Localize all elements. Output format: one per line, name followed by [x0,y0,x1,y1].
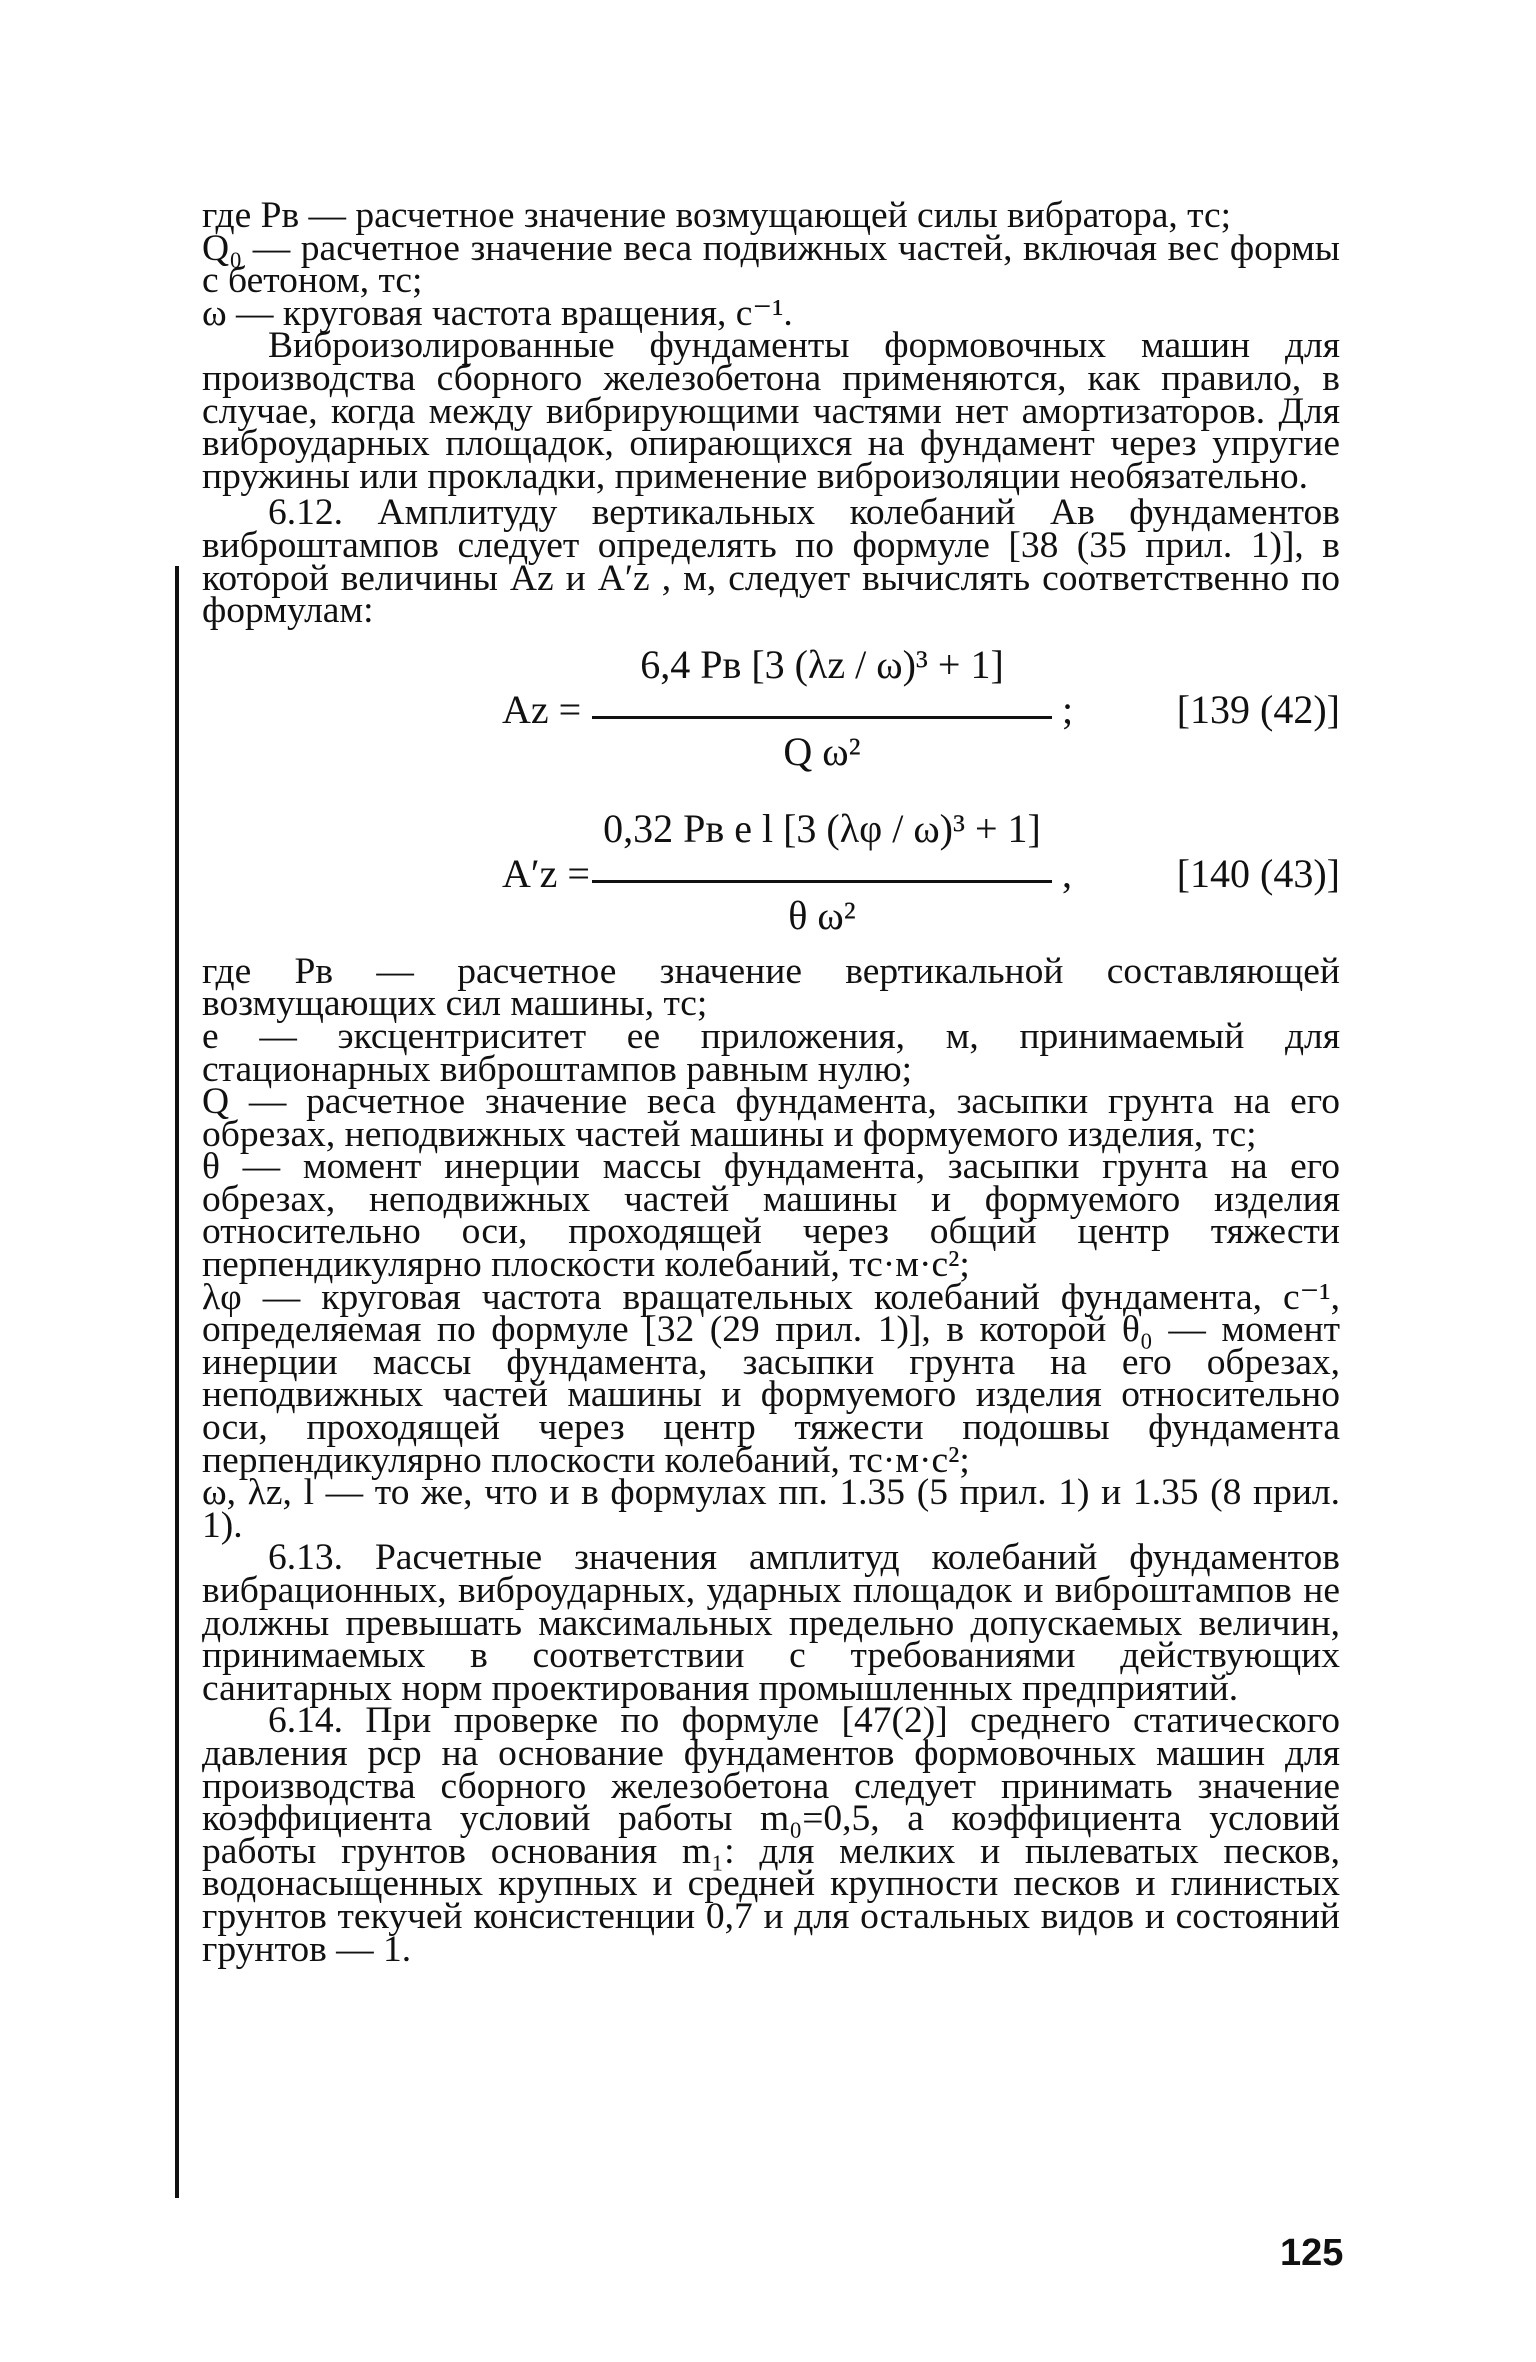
def-q0: Q₀ — расчетное значение веса подвижных частей, включая вес формы с бетоном, тс; [202,227,1340,302]
formula-denominator: Q ω² [783,728,861,774]
def-q: Q — расчетное значение веса фундамента, засыпки грунта на его обрезах, неподвижных частей машины и формуемого изделия, тс; [202,1081,1340,1155]
formula-reference: [139 (42)] [1176,686,1340,732]
section-text: Расчетные значения амплитуд колебаний фундаментов вибрационных, виброударных, ударных площадок и виброштампов не должны превышать максимальных предельно допускаемых величин, принимаемых в соответствии с требованиями действующих санитарных норм проектирования промышленных предприятий. [202,1537,1341,1709]
section-6-13 [202,1537,1341,1709]
section-number: 6.12. [268,492,343,534]
section-6-14 [202,1700,1341,1970]
section-number: 6.13. [268,1537,343,1579]
def-omega-lambda-l: ω, λz, l — то же, что и в формулах пп. 1.35 (5 прил. 1) и 1.35 (8 прил. 1). [202,1472,1340,1546]
fraction-bar [592,716,1052,719]
section-6-12 [202,492,1340,632]
fraction-bar [592,880,1052,883]
def-theta: θ — момент инерции массы фундамента, засыпки грунта на его обрезах, неподвижных частей машины и формуемого изделия относительно оси, проходящей через общий центр тяжести перпендикулярно плоскости колебаний, тс·м·с²; [202,1146,1340,1286]
def-lambda-phi: λφ — круговая частота вращательных колебаний фундамента, с⁻¹, определяемая по формуле [32 (29 прил. 1)], в которой θ₀ — момент инерции массы фундамента, засыпки грунта на его обрезах, неподвижных частей машины и формуемого изделия относительно оси, проходящей через центр тяжести подошвы фундамента перпендикулярно плоскости колебаний, тс·м·с²; [202,1276,1340,1481]
formula-reference: [140 (43)] [1176,850,1340,896]
formula-denominator: θ ω² [788,892,856,938]
formula-numerator: 6,4 Pв [3 (λz / ω)³ + 1] [640,641,1004,687]
section-text: При проверке по формуле [47(2)] среднего статического давления pср на основание фундаментов формовочных машин для производства сборного железобетона следует принимать значение коэффициента условий работы m₀=0,5, а коэффициента условий работы грунтов основания m₁: для мелких и пылеватых песков, водонасыщенных крупных и средней крупности песков и глинистых грунтов текучей консистенции 0,7 и для остальных видов и состояний грунтов — 1. [202,1700,1341,1970]
definitions-6-12 [202,950,1340,1546]
formula-separator: , [1062,850,1072,896]
section-text: Амплитуду вертикальных колебаний Aв фундаментов виброштампов следует определять по формуле [38 (35 прил. 1)], в которой величины Az и A′z , м, следует вычислять соответственно по формулам: [202,492,1340,632]
formula-numerator: 0,32 Pв e l [3 (λφ / ω)³ + 1] [603,805,1041,851]
formula-139 [202,628,1340,792]
def-pv: где Pв — расчетное значение возмущающей силы вибратора, тс; [202,195,1232,236]
def-e: e — эксцентриситет ее приложения, м, принимаемый для стационарных виброштампов равным нулю; [202,1015,1340,1090]
section-number: 6.14. [268,1700,343,1742]
formula-lhs: A′z = [502,850,590,896]
intro-definitions [202,195,1340,334]
page-number: 125 [1280,2232,1344,2274]
margin-change-bar [175,566,179,2198]
formula-separator: ; [1062,686,1074,732]
formula-lhs: Az = [502,686,582,732]
formula-140 [202,792,1340,956]
paragraph-vibroisolation: Виброизолированные фундаменты формовочных машин для производства сборного железобетона применяются, как правило, в случае, когда между вибрирующими частями нет амортизаторов. Для виброударных площадок, опирающихся на фундамент через упругие пружины или прокладки, применение виброизоляции необязательно. [202,325,1340,497]
def-pv-vertical: где Pв — расчетное значение вертикальной составляющей возмущающих сил машины, тс; [202,950,1340,1025]
def-omega: ω — круговая частота вращения, с⁻¹. [202,292,793,334]
document-page [202,195,1341,1970]
